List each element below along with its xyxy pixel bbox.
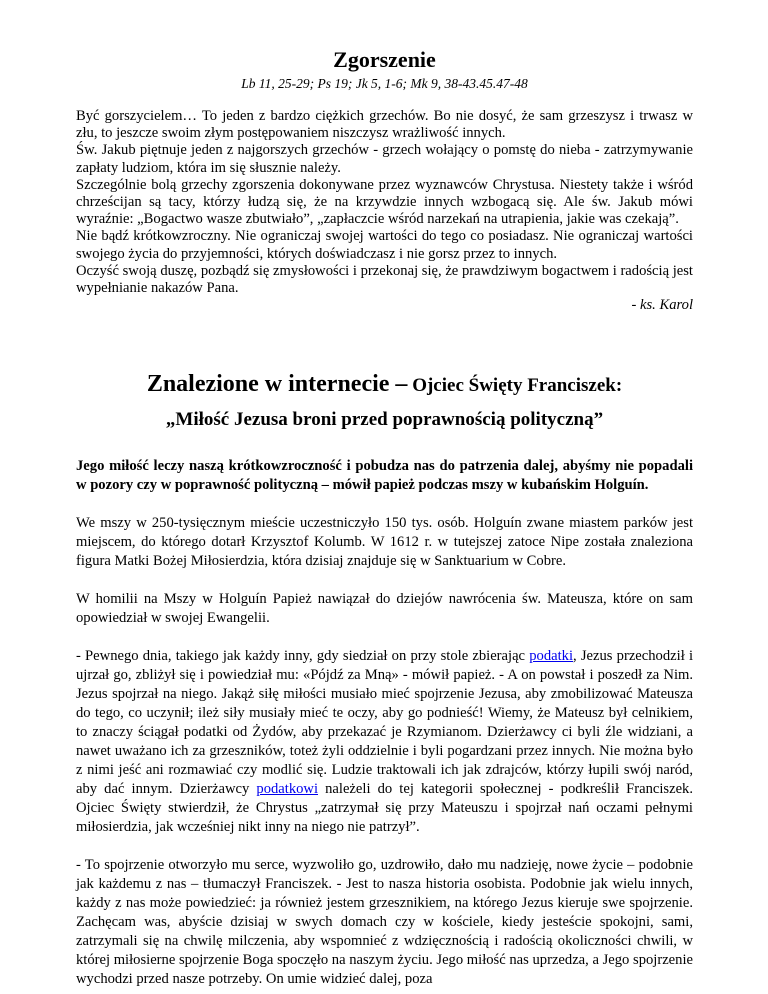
reflection-paragraph: Oczyść swoją duszę, pozbądź się zmysłowości i przekonaj się, że prawdziwym bogactwem i radością jest wypełnianie nakazów Pana. bbox=[76, 262, 693, 297]
scripture-references: Lb 11, 25-29; Ps 19; Jk 5, 1-6; Mk 9, 38-43.45.47-48 bbox=[241, 76, 528, 91]
signature: - ks. Karol bbox=[631, 297, 693, 314]
reflection-paragraph: Św. Jakub piętnuje jeden z najgorszych grzechów - grzech wołający o pomstę do nieba - zatrzymywanie zapłaty ludziom, która im się słusznie należy. bbox=[76, 142, 693, 176]
paragraph-text: - Pewnego dnia, takiego jak każdy inny, gdy siedział on przy stole zbierając bbox=[76, 648, 530, 665]
podatkowi-link[interactable]: podatkowi bbox=[256, 781, 319, 798]
page-title: Zgorszenie bbox=[333, 47, 436, 72]
article-paragraph: We mszy w 250-tysięcznym mieście uczestniczyło 150 tys. osób. Holguín zwane miastem parków jest miejscem, do którego dotarł Krzysztof Kolumb. W 1612 r. w tutejszej zatoce Nipe została znaleziona figura Matki Bożej Miłosierdzia, która dzisiaj znajduje się w Sanktuarium w Cobre. bbox=[76, 515, 693, 570]
podatki-link[interactable]: podatki bbox=[529, 648, 574, 665]
article-heading-secondary: Ojciec Święty Franciszek: bbox=[407, 375, 623, 397]
article-subheading: „Miłość Jezusa broni przed poprawnością polityczną” bbox=[165, 409, 604, 431]
article-paragraph: - To spojrzenie otworzyło mu serce, wyzwoliło go, uzdrowiło, dało mu nadzieję, nowe życie – podobnie jak każdemu z nas – tłumaczył Franciszek. - Jest to nasza historia osobista. Podobnie jak wielu innych, każdy z nas może powiedzieć: ja również jestem grzesznikiem, na którego Jezus kieruje swe spojrzenie. Zachęcam was, abyście dzisiaj w swych domach czy w kościele, kiedy jesteście spokojni, sami, zatrzymali się na chwilę milczenia, aby wspomnieć z wdzięcznością i radością okoliczności chwili, w której miłosierne spojrzenie Boga spoczęło na naszym życiu. Jego miłość nas uprzedza, a Jego spojrzenie wychodzi przed nasze potrzeby. On umie widzieć dalej, poza bbox=[76, 857, 693, 988]
document-page bbox=[76, 0, 693, 989]
article-heading bbox=[76, 370, 693, 400]
reflection-paragraph: Być gorszycielem… To jeden z bardzo ciężkich grzechów. Bo nie dosyć, że sam grzeszysz i trwasz w złu, to jeszcze swoim złym postępowaniem niszczysz wrażliwość innych. bbox=[76, 108, 693, 142]
article-lead: Jego miłość leczy naszą krótkowzroczność i pobudza nas do patrzenia dalej, abyśmy nie popadali w pozory czy w poprawność polityczną – mówił papież podczas mszy w kubańskim Holguín. bbox=[76, 458, 693, 494]
reflection-paragraph: Szczególnie bolą grzechy zgorszenia dokonywane przez wyznawców Chrystusa. Niestety także i wśród chrześcijan są tacy, którzy łudzą się, że na krzywdzie innych wzbogacą się. Ale św. Jakub mówi wyraźnie: „Bogactwo wasze zbutwiało”, „zapłaczcie wśród narzekań na utrapienia, jakie was czekają”. bbox=[76, 176, 693, 228]
article-paragraph bbox=[76, 647, 693, 837]
article-heading-main: Znalezione w internecie – bbox=[146, 371, 408, 398]
reflection-paragraph: Nie bądź krótkowzroczny. Nie ograniczaj swojej wartości do tego co posiadasz. Nie ograniczaj wartości swojego życia do przyjemności, których doświadczasz i nie gorsz przez to innych. bbox=[76, 228, 693, 262]
article-paragraph: W homilii na Mszy w Holguín Papież nawiązał do dziejów nawrócenia św. Mateusza, które on sam opowiedział w swojej Ewangelii. bbox=[76, 591, 693, 627]
paragraph-text: należeli do tej kategorii społecznej - podkreślił Franciszek. Ojciec Święty stwierdził, że Chrystus „zatrzymał się przy Mateuszu i spojrzał nań oczami pełnymi miłosierdzia, jak wcześniej nikt inny na niego nie patrzył”. bbox=[76, 781, 693, 836]
reflection-section bbox=[76, 108, 693, 314]
paragraph-text: , Jezus przechodził i ujrzał go, zbliżył się i powiedział mu: «Pójdź za Mną» - mówił papież. - A on powstał i poszedł za Nim. Jezus spojrzał na niego. Jakąż siłę miłości musiało mieć spojrzenie Jezusa, aby zmobilizować Mateusza do tego, co uczynił; ileż siły musiały mieć te oczy, aby go podnieść! Wiemy, że Mateusz był celnikiem, to znaczy ściągał podatki od Żydów, aby przekazać je Rzymianom. Dzierżawcy ci byli źle widziani, a nawet uważano ich za grzeszników, toteż żyli oddzielnie i byli pogardzani przez innych. Nie można było z nimi jeść ani rozmawiać czy modlić się. Ludzie traktowali ich jak zdrajców, którzy łupili swój naród, aby dać innym. Dzierżawcy bbox=[76, 648, 693, 798]
